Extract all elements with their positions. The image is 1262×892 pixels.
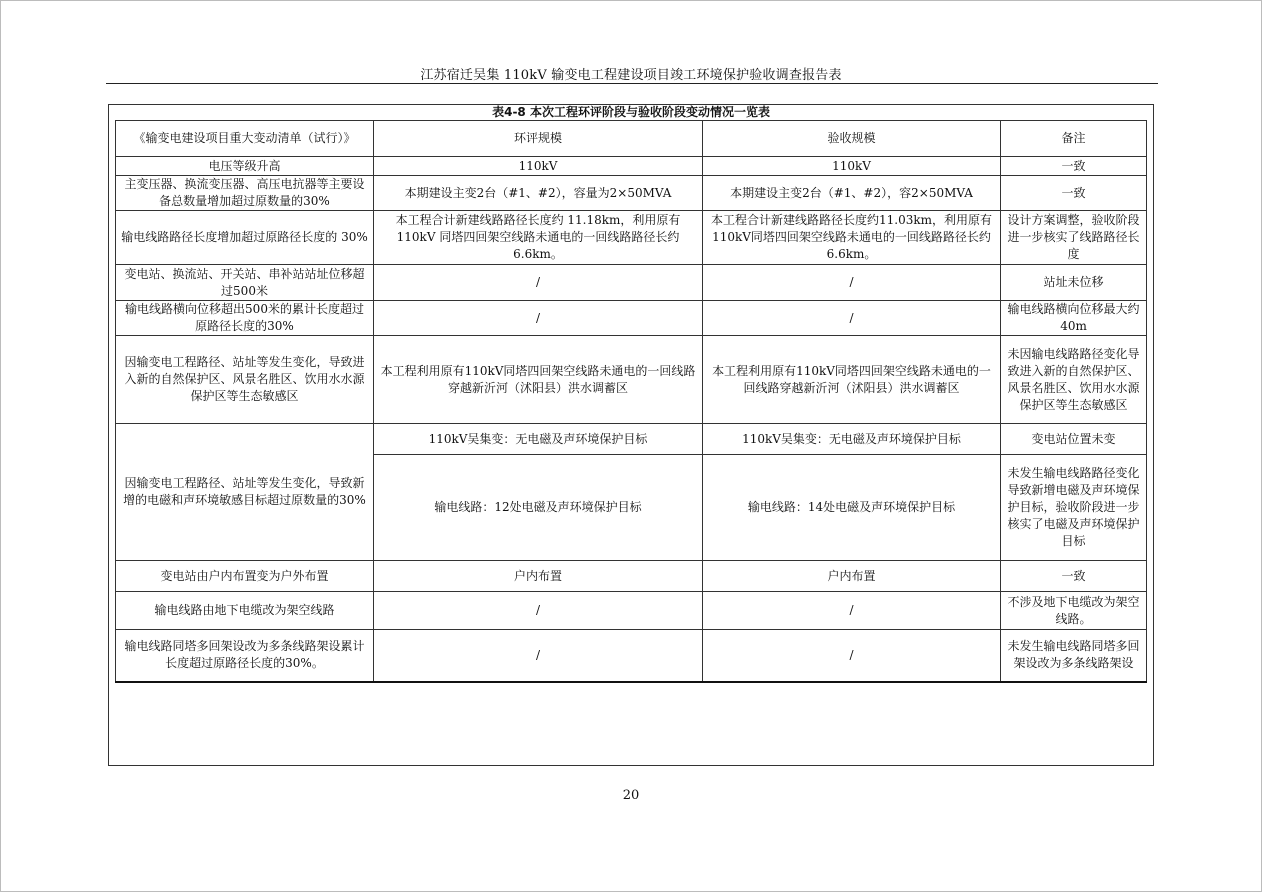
row-eia: 本工程利用原有110kV同塔四回架空线路未通电的一回线路穿越新沂河（沭阳县）洪水调蓄区 <box>374 336 703 424</box>
row-eia: / <box>374 301 703 336</box>
row-eia: 户内布置 <box>374 561 703 592</box>
row-item: 输电线路同塔多回架设改为多条线路架设累计长度超过原路径长度的30%。 <box>116 630 374 682</box>
table-row <box>116 265 1147 301</box>
table-row <box>116 157 1147 176</box>
header-eia-scale: 环评规模 <box>374 121 703 157</box>
row-eia: / <box>374 265 703 301</box>
row-item: 变电站、换流站、开关站、串补站站址位移超过500米 <box>116 265 374 301</box>
row-eia: / <box>374 592 703 630</box>
row-eia: / <box>374 630 703 682</box>
table-row <box>116 211 1147 265</box>
row-remark: 变电站位置未变 <box>1001 424 1147 455</box>
page-number: 20 <box>622 788 640 803</box>
row-remark: 不涉及地下电缆改为架空线路。 <box>1001 592 1147 630</box>
row-item: 主变压器、换流变压器、高压电抗器等主要设备总数量增加超过原数量的30% <box>116 176 374 211</box>
row-acceptance: / <box>703 592 1001 630</box>
report-header-title: 江苏宿迁吴集 110kV 输变电工程建设项目竣工环境保护验收调查报告表 <box>420 68 842 83</box>
row-remark: 未因输电线路路径变化导致进入新的自然保护区、风景名胜区、饮用水水源保护区等生态敏感区 <box>1001 336 1147 424</box>
row-remark: 输电线路横向位移最大约40m <box>1001 301 1147 336</box>
table-row <box>116 336 1147 424</box>
table-row <box>116 630 1147 682</box>
table-header-row <box>116 121 1147 157</box>
header-acceptance-scale: 验收规模 <box>703 121 1001 157</box>
row-acceptance: / <box>703 301 1001 336</box>
row-acceptance: 本期建设主变2台（#1、#2），容2×50MVA <box>703 176 1001 211</box>
table-row <box>116 301 1147 336</box>
row-item: 输电线路横向位移超出500米的累计长度超过原路径长度的30% <box>116 301 374 336</box>
table-caption-row <box>116 104 1147 121</box>
row-item: 因输变电工程路径、站址等发生变化，导致新增的电磁和声环境敏感目标超过原数量的30% <box>116 424 374 561</box>
row-remark: 设计方案调整，验收阶段进一步核实了线路路径长度 <box>1001 211 1147 265</box>
table-row <box>116 592 1147 630</box>
row-acceptance: 输电线路：14处电磁及声环境保护目标 <box>703 455 1001 561</box>
row-acceptance: / <box>703 265 1001 301</box>
row-acceptance: 本工程利用原有110kV同塔四回架空线路未通电的一回线路穿越新沂河（沭阳县）洪水调蓄区 <box>703 336 1001 424</box>
row-acceptance: 本工程合计新建线路路径长度约11.03km，利用原有110kV同塔四回架空线路未通电的一回线路路径长约6.6km。 <box>703 211 1001 265</box>
row-eia: 110kV <box>374 157 703 176</box>
row-remark: 未发生输电线路路径变化导致新增电磁及声环境保护目标，验收阶段进一步核实了电磁及声环境保护目标 <box>1001 455 1147 561</box>
row-remark: 未发生输电线路同塔多回架设改为多条线路架设 <box>1001 630 1147 682</box>
row-item: 电压等级升高 <box>116 157 374 176</box>
change-comparison-table <box>115 104 1147 683</box>
row-acceptance: / <box>703 630 1001 682</box>
row-item: 因输变电工程路径、站址等发生变化，导致进入新的自然保护区、风景名胜区、饮用水水源保护区等生态敏感区 <box>116 336 374 424</box>
row-eia: 本工程合计新建线路路径长度约 11.18km，利用原有110kV 同塔四回架空线路未通电的一回线路路径长约6.6km。 <box>374 211 703 265</box>
row-acceptance: 户内布置 <box>703 561 1001 592</box>
row-acceptance: 110kV吴集变：无电磁及声环境保护目标 <box>703 424 1001 455</box>
row-remark: 一致 <box>1001 561 1147 592</box>
header-rule <box>106 83 1158 84</box>
row-item: 变电站由户内布置变为户外布置 <box>116 561 374 592</box>
table-row <box>116 424 1147 455</box>
row-remark: 站址未位移 <box>1001 265 1147 301</box>
header-change-list: 《输变电建设项目重大变动清单（试行）》 <box>116 121 374 157</box>
row-item: 输电线路路径长度增加超过原路径长度的 30% <box>116 211 374 265</box>
row-eia: 110kV吴集变：无电磁及声环境保护目标 <box>374 424 703 455</box>
header-remarks: 备注 <box>1001 121 1147 157</box>
row-remark: 一致 <box>1001 157 1147 176</box>
row-acceptance: 110kV <box>703 157 1001 176</box>
table-row <box>116 176 1147 211</box>
table-caption: 表4-8 本次工程环评阶段与验收阶段变动情况一览表 <box>116 104 1147 121</box>
row-eia: 本期建设主变2台（#1、#2），容量为2×50MVA <box>374 176 703 211</box>
row-item: 输电线路由地下电缆改为架空线路 <box>116 592 374 630</box>
table-row <box>116 561 1147 592</box>
row-remark: 一致 <box>1001 176 1147 211</box>
row-eia: 输电线路：12处电磁及声环境保护目标 <box>374 455 703 561</box>
